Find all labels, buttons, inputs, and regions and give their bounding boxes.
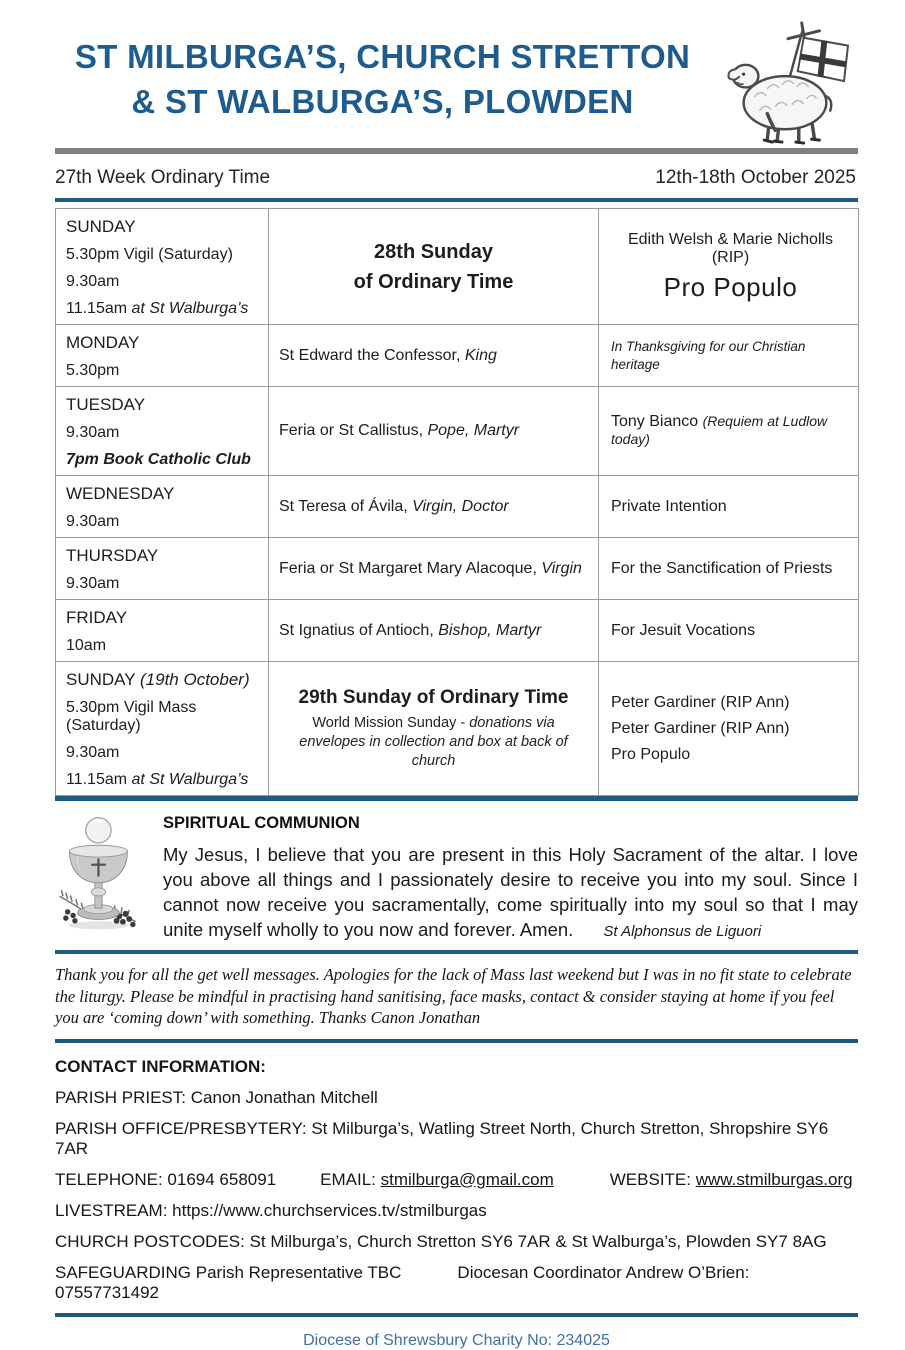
- table-row-monday: [56, 325, 859, 387]
- contact-heading: CONTACT INFORMATION:: [55, 1056, 266, 1076]
- mass-time: 9.30am: [66, 424, 120, 441]
- intention: In Thanksgiving for our Christian heritage: [611, 338, 806, 372]
- intention-cell: Tony Bianco (Requiem at Ludlow today): [599, 387, 859, 476]
- lamb-agnus-dei-icon: [710, 20, 858, 153]
- intention: For the Sanctification of Priests: [611, 559, 833, 577]
- day-name: WEDNESDAY: [66, 484, 175, 503]
- intention: Private Intention: [611, 497, 727, 515]
- day-cell: [56, 476, 269, 538]
- feast-cell: St Teresa of Ávila, Virgin, Doctor: [269, 476, 599, 538]
- date-range: 12th-18th October 2025: [655, 167, 856, 188]
- feast-title: of Ordinary Time: [353, 270, 514, 293]
- week-bar: [55, 154, 858, 198]
- contact-telephone-line: [55, 1170, 858, 1190]
- contact-parish-office: PARISH OFFICE/PRESBYTERY: St Milburga’s, Watling Street North, Church Stretton, Shropshire SY6 7AR: [55, 1118, 829, 1158]
- day-name: THURSDAY: [66, 546, 159, 565]
- feast-cell: Feria or St Callistus, Pope, Martyr: [269, 387, 599, 476]
- mass-time: 9.30am: [66, 513, 120, 530]
- intention-pro-populo: Pro Populo: [663, 271, 798, 302]
- day-cell: [56, 600, 269, 662]
- website-link[interactable]: www.stmilburgas.org: [695, 1169, 853, 1189]
- spiritual-communion-section: [55, 801, 858, 950]
- feast-cell: St Edward the Confessor, King: [269, 325, 599, 387]
- website-label: WEBSITE:: [609, 1169, 696, 1189]
- intention: Edith Welsh & Marie Nicholls (RIP): [627, 230, 834, 266]
- email-label: EMAIL:: [320, 1169, 381, 1189]
- day-cell: [56, 662, 269, 796]
- intention-cell: [599, 476, 859, 538]
- intention-cell: [599, 325, 859, 387]
- intention: For Jesuit Vocations: [611, 621, 756, 639]
- table-row-sunday: [56, 209, 859, 325]
- page-title-line2: & ST WALBURGA’S, PLOWDEN: [131, 83, 634, 120]
- intention-cell: [599, 662, 859, 796]
- event-note: 7pm Book Catholic Club: [66, 451, 251, 468]
- feast-cell: St Ignatius of Antioch, Bishop, Martyr: [269, 600, 599, 662]
- feast-title: 28th Sunday: [374, 240, 493, 263]
- feast-cell: Feria or St Margaret Mary Alacoque, Virgin: [269, 538, 599, 600]
- mass-time: 9.30am: [66, 744, 120, 761]
- table-row-tuesday: [56, 387, 859, 476]
- day-name: SUNDAY (19th October): [66, 670, 250, 689]
- mass-time: 9.30am: [66, 575, 120, 592]
- feast-cell: [269, 662, 599, 796]
- intention: Peter Gardiner (RIP Ann): [611, 693, 790, 711]
- intention-cell: [599, 209, 859, 325]
- email-link[interactable]: stmilburga@gmail.com: [380, 1169, 554, 1189]
- safeguarding-representative: SAFEGUARDING Parish Representative TBC: [55, 1262, 402, 1282]
- table-row-wednesday: [56, 476, 859, 538]
- feast-cell: [269, 209, 599, 325]
- day-name: SUNDAY: [66, 217, 136, 236]
- prayer-attribution: St Alphonsus de Liguori: [603, 923, 762, 940]
- day-cell: [56, 209, 269, 325]
- day-cell: [56, 325, 269, 387]
- day-name: MONDAY: [66, 333, 140, 352]
- feast-title: 29th Sunday of Ordinary Time: [298, 687, 569, 708]
- telephone-number: TELEPHONE: 01694 658091: [55, 1169, 277, 1189]
- mass-time: 10am: [66, 637, 107, 654]
- intention: Tony Bianco: [611, 413, 703, 430]
- day-name: TUESDAY: [66, 395, 146, 414]
- header: [55, 0, 858, 148]
- chalice-host-icon: [55, 806, 141, 944]
- communion-text-block: [163, 806, 858, 944]
- pastor-note: Thank you for all the get well messages. Apologies for the lack of Mass last weekend but I was in no fit state to celebrate the liturgy. Please be mindful in practising hand sanitising, face masks, contact & consider staying at home if you feel you are ‘coming down’ with something. Thanks Canon Jonathan: [55, 965, 852, 1027]
- mass-time: 9.30am: [66, 273, 120, 290]
- intention: Pro Populo: [611, 745, 691, 763]
- livestream-link[interactable]: LIVESTREAM: https://www.churchservices.tv/stmilburgas: [55, 1200, 487, 1220]
- mass-time: 11.15am at St Walburga’s: [66, 771, 249, 788]
- intention: Peter Gardiner (RIP Ann): [611, 719, 790, 737]
- communion-heading: SPIRITUAL COMMUNION: [163, 814, 360, 832]
- charity-footer: Diocese of Shrewsbury Charity No: 234025: [303, 1331, 610, 1349]
- intention-cell: [599, 600, 859, 662]
- communion-prayer: My Jesus, I believe that you are present in this Holy Sacrament of the altar. I love you above all things and I passionately desire to receive you into my soul. Since I cannot now receive you sacramentally, come spiritually into my soul so that I may unite myself wholly to you now and forever. Amen. St Alphonsus de Liguori: [163, 844, 858, 940]
- intention-cell: [599, 538, 859, 600]
- safeguarding-coordinator: Diocesan Coordinator Andrew O’Brien: 07557731492: [55, 1262, 750, 1302]
- day-cell: [56, 387, 269, 476]
- mass-time: 5.30pm Vigil (Saturday): [66, 246, 233, 263]
- contact-parish-priest: PARISH PRIEST: Canon Jonathan Mitchell: [55, 1087, 378, 1107]
- table-row-friday: [56, 600, 859, 662]
- feast-subtitle: World Mission Sunday - donations via envelopes in collection and box at back of church: [299, 715, 568, 769]
- mass-time: 5.30pm: [66, 362, 120, 379]
- page-title-line1: ST MILBURGA’S, CHURCH STRETTON: [74, 38, 691, 75]
- table-row-sunday-next: [56, 662, 859, 796]
- contact-section: [55, 1043, 858, 1313]
- mass-schedule-table: [55, 208, 859, 796]
- rule-top: [55, 198, 858, 202]
- week-label: 27th Week Ordinary Time: [55, 167, 271, 188]
- title-block: [55, 20, 710, 124]
- mass-time: 11.15am at St Walburga’s: [66, 300, 249, 317]
- contact-safeguarding: [55, 1263, 858, 1303]
- day-name: FRIDAY: [66, 608, 128, 627]
- contact-postcodes: CHURCH POSTCODES: St Milburga’s, Church Stretton SY6 7AR & St Walburga’s, Plowden SY7 8AG: [55, 1231, 827, 1251]
- day-cell: [56, 538, 269, 600]
- mass-time: 5.30pm Vigil Mass (Saturday): [66, 699, 197, 734]
- table-row-thursday: [56, 538, 859, 600]
